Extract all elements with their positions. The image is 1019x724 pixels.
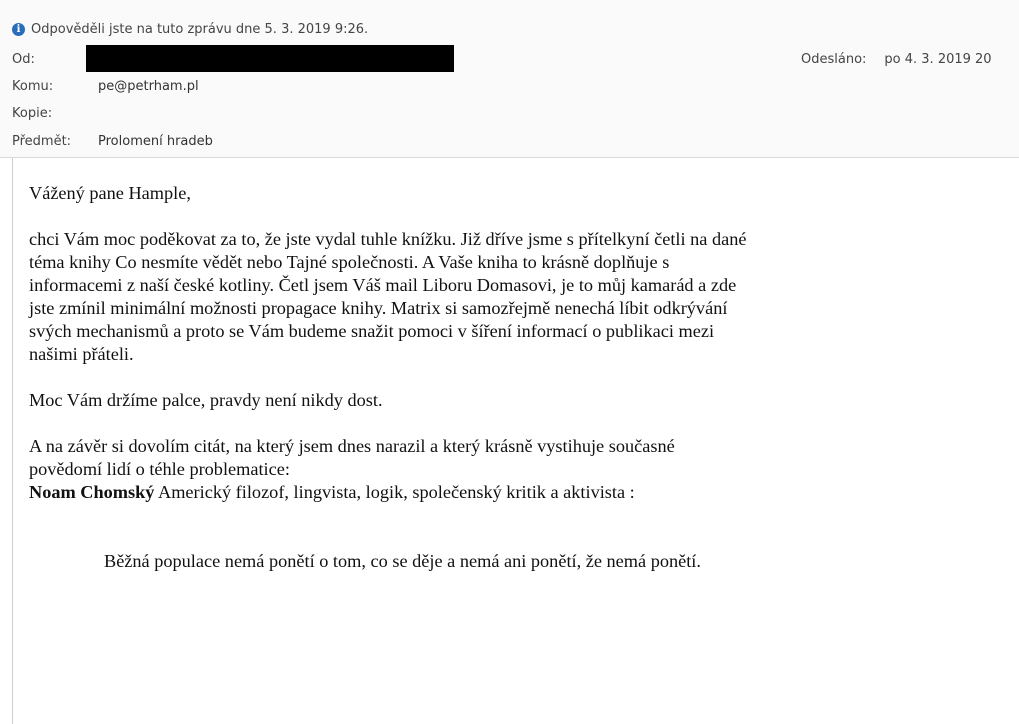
paragraph3-line: povědomí lidí o téhle problematice:	[29, 459, 290, 479]
subject-value: Prolomení hradeb	[98, 133, 213, 149]
body-left-border	[12, 158, 13, 724]
paragraph1-line: svých mechanismů a proto se Vám budeme snažit pomoci v šíření informací o publikaci mezi	[29, 321, 715, 341]
cc-label: Kopie:	[12, 105, 53, 121]
redacted-sender	[86, 45, 454, 72]
from-label: Od:	[12, 51, 35, 67]
paragraph1-line: jste zmínil minimální možnosti propagace knihy. Matrix si samozřejmě nenechá líbit odkrývání	[29, 298, 728, 318]
to-recipient[interactable]: pe@petrham.pl	[98, 78, 199, 94]
quote: Běžná populace nemá ponětí o tom, co se děje a nemá ani ponětí, že nemá ponětí.	[104, 551, 701, 571]
paragraph1-line: chci Vám moc poděkovat za to, že jste vydal tuhle knížku. Již dříve jsme s přítelkyní četli na dané	[29, 229, 747, 249]
subject-label: Předmět:	[12, 133, 72, 149]
message-body	[29, 182, 1009, 573]
info-icon: i	[12, 23, 25, 36]
paragraph3-line: A na závěr si dovolím citát, na který jsem dnes narazil a který krásně vystihuje současné	[29, 436, 675, 456]
subject-row	[12, 131, 213, 151]
sent-row	[801, 49, 992, 69]
reply-info-text: Odpověděli jste na tuto zprávu dne 5. 3. 2019 9:26.	[31, 21, 369, 37]
paragraph1-line: informacemi z naší české kotliny. Četl jsem Váš mail Liboru Domasovi, je to můj kamarád a zde	[29, 275, 737, 295]
paragraph2: Moc Vám držíme palce, pravdy není nikdy dost.	[29, 390, 383, 410]
sent-label: Odesláno:	[801, 51, 867, 67]
author-description: Americký filozof, lingvista, logik, společenský kritik a aktivista :	[154, 482, 635, 502]
sent-value: po 4. 3. 2019 20	[884, 51, 992, 67]
author-line	[29, 481, 1009, 504]
paragraph1-line: našimi přáteli.	[29, 344, 134, 364]
to-row	[12, 76, 199, 96]
cc-row	[12, 103, 98, 123]
reply-info-bar[interactable]	[12, 19, 368, 39]
message-header	[0, 0, 1019, 157]
paragraph1-line: téma knihy Co nesmíte vědět nebo Tajné společnosti. A Vaše kniha to krásně doplňuje s	[29, 252, 670, 272]
to-label: Komu:	[12, 78, 54, 94]
header-divider	[0, 157, 1019, 158]
author-name: Noam Chomský	[29, 482, 155, 502]
greeting: Vážený pane Hample,	[29, 183, 191, 203]
